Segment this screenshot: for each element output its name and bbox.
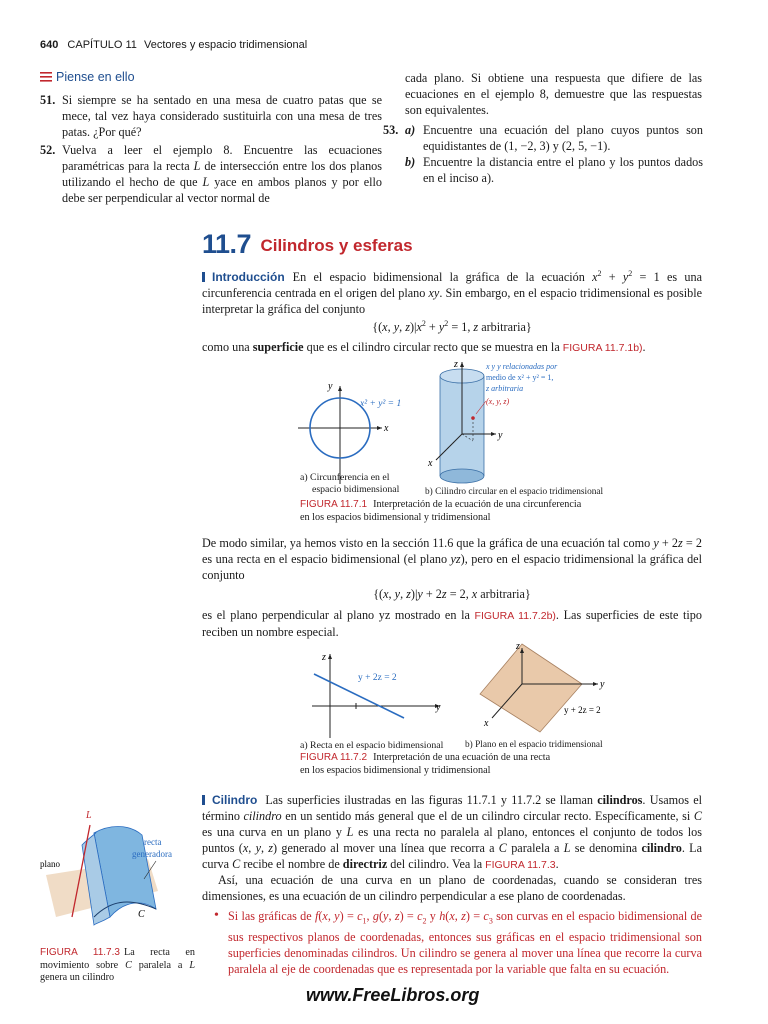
plane-axis-x: x (484, 718, 489, 729)
cylinder-point (471, 416, 475, 420)
section-marker-icon (202, 272, 205, 282)
menu-lines-icon (40, 71, 52, 85)
figure-ref-link-3[interactable]: FIGURA 11.7.3 (485, 859, 556, 871)
fig1-subcaption-a: a) Circunferencia en el espacio bidimensional (300, 472, 400, 495)
paragraph-cilindro: Cilindro Las superficies ilustradas en las figuras 11.7.1 y 11.7.2 se llaman cilindros. Usamos el término cilindro en un sentido más general que el de un cilindro circular recto. Específicamente, si C es una curva en un plano y L es una recta no paralela al plano, entonces el conjunto de todos los puntos (x, y, z) generado al mover una línea que recorra a C paralela a L se denomina cilindro. La curva C recibe el nombre de directriz del cilindro. Vea la FIGURA 11.7.3. (202, 793, 703, 871)
question-53: 53. a) Encuentre una ecuación del plano cuyos puntos son equidistantes de (1, −2, 3) y (2, 5, −1). b) Encuentre la distancia entre el plano y los puntos dados en el inciso a). (383, 123, 703, 185)
line-axis-z: z (322, 652, 326, 663)
page-number: 640 (40, 39, 59, 51)
plane-equation: y + 2z = 2 (564, 705, 601, 715)
figure-ref-link-2[interactable]: FIGURA 11.7.2b) (474, 610, 556, 622)
figure-11-7-2-caption: FIGURA 11.7.2 Interpretación de una ecuación de una recta en los espacios bidimensional y tridimensional (300, 752, 551, 776)
think-heading (40, 70, 135, 85)
think-title: Piense en ello (56, 70, 135, 84)
intro-label: Introducción (212, 270, 285, 285)
cylinder-axis-z: z (454, 359, 458, 370)
cylinder-note-1: x y y relacionadas por (486, 362, 558, 371)
figure-11-7-1-caption: FIGURA 11.7.1 Interpretación de la ecuación de una circunferencia en los espacios bidimensional y tridimensional (300, 499, 582, 523)
question-51: 51. Si siempre se ha sentado en una mesa de cuatro patas que se mece, tal vez haya considerado sustituirla con una mesa de tres patas. ¿Por qué? (40, 93, 382, 139)
cylinder-note-2: medio de x² + y² = 1, (486, 373, 554, 382)
circle-2d-plot (298, 381, 401, 484)
watermark: www.FreeLibros.org (306, 985, 480, 1005)
bullet-icon: • (214, 908, 219, 923)
section-number: 11.7 (202, 229, 252, 259)
fig3-C: C (138, 909, 145, 920)
fig1-subcaption-b: b) Cilindro circular en el espacio tridimensional (425, 487, 604, 497)
plane-axis-z: z (516, 641, 520, 652)
cylinder-axis-y: y (498, 430, 503, 441)
bullet-paragraph: • Si las gráficas de f(x, $y) = c_1$, g(y, $z) = c_2$ y h(x, $z) = c_3$ son curvas en el espacio bidimensional de sus respectivos planos de coordenadas, entonces sus gráficas en el espacio tridimensional son superficies denominadas cilindros. Un cilindro se genera al mover una línea que recorre la curva paralela al eje de coordenadas que es representada por la variable que falta en su ecuación. (214, 908, 703, 977)
fig2-subcaption-b: b) Plano en el espacio tridimensional (465, 740, 603, 750)
circle-equation: x² + y² = 1 (360, 399, 402, 409)
fig3-recta: recta (144, 837, 162, 847)
cylinder-3d-plot (427, 359, 558, 483)
circle-axis-y: y (328, 381, 333, 392)
intro-conclusion: como una superficie que es el cilindro circular recto que se muestra en la FIGURA 11.7.1b). (202, 340, 646, 354)
figure-11-7-3-caption: FIGURA 11.7.3 La recta en movimiento sobre C paralela a L genera un cilindro (40, 947, 195, 983)
chapter-title: Vectores y espacio tridimensional (143, 39, 308, 51)
line-2d-plot (312, 652, 441, 738)
fig2-subcaption-a: a) Recta en el espacio bidimensional (300, 740, 444, 751)
section-title: Cilindros y esferas (260, 236, 413, 255)
cilindro-label: Cilindro (212, 793, 258, 807)
figure-11-7-2 (300, 640, 620, 740)
paragraph-asi: Así, una ecuación de una curva en un plano de coordenadas, cuando se consideran tres dimensiones, es una ecuación de un cilindro perpendicular a ese plano de coordenadas. (202, 873, 702, 903)
set-expression-1: {(x, y, $z)|x^2 + y^2 = 1$, z arbitraria} (372, 319, 532, 335)
set-expression-2: {(x, y, z)|y + 2z = 2, x arbitraria} (373, 587, 531, 601)
question-52-text: Vuelva a leer el ejemplo 8. Encuentre las ecuaciones paramétricas para la recta L de intersección entre los dos planos utilizando el hecho de que L yace en ambos planos y por ello debe ser perpendicular al vector normal de (62, 143, 382, 205)
fig3-plano: plano (40, 859, 60, 869)
line-equation: y + 2z = 2 (358, 673, 397, 683)
cylinder-note-3: z arbitraria (486, 384, 524, 393)
section-heading (202, 229, 413, 260)
plane-3d-plot (480, 641, 605, 732)
fig3-generadora: generadora (132, 849, 172, 859)
plane-axis-y: y (600, 679, 605, 690)
intro-paragraph: Introducción En el espacio bidimensional la gráfica de la ecuación $x^2 + y^2 = 1$ es una circunferencia centrada en el origen del plano xy. Sin embargo, en el espacio tridimensional es posible interpretar la gráfica del conjunto (202, 269, 702, 317)
question-52: 52. Vuelva a leer el ejemplo 8. Encuentre las ecuaciones paramétricas para la recta L de intersección entre los dos planos utilizando el hecho de que L yace en ambos planos y por ello debe ser perpendicular al vector normal de (40, 143, 382, 205)
figure-ref-link[interactable]: FIGURA 11.7.1b) (562, 342, 643, 354)
paragraph-plane-cont: es el plano perpendicular al plano yz mostrado en la FIGURA 11.7.2b). Las superficies de este tipo reciben un nombre especial. (202, 608, 702, 639)
paragraph-plane: De modo similar, ya hemos visto en la sección 11.6 que la gráfica de una ecuación tal como y + 2z = 2 es una recta en el espacio bidimensional (el plano yz), pero en el espacio tridimensional la gráfica del conjunto (202, 536, 702, 582)
fig3-L: L (86, 810, 92, 821)
question-52-cont: cada plano. Si obtiene una respuesta que difiere de las ecuaciones en el ejemplo 8, demuestre que las respuestas son equivalentes. (405, 71, 702, 117)
circle-axis-x: x (384, 423, 389, 434)
cylinder-axis-x: x (428, 458, 433, 469)
chapter-label: CAPÍTULO 11 (67, 39, 137, 51)
line-axis-y: y (436, 702, 441, 713)
running-header (40, 39, 307, 51)
cylinder-point-label: (x, y, z) (486, 397, 510, 406)
figure-11-7-3 (38, 805, 188, 945)
section-marker-icon-2 (202, 795, 205, 805)
